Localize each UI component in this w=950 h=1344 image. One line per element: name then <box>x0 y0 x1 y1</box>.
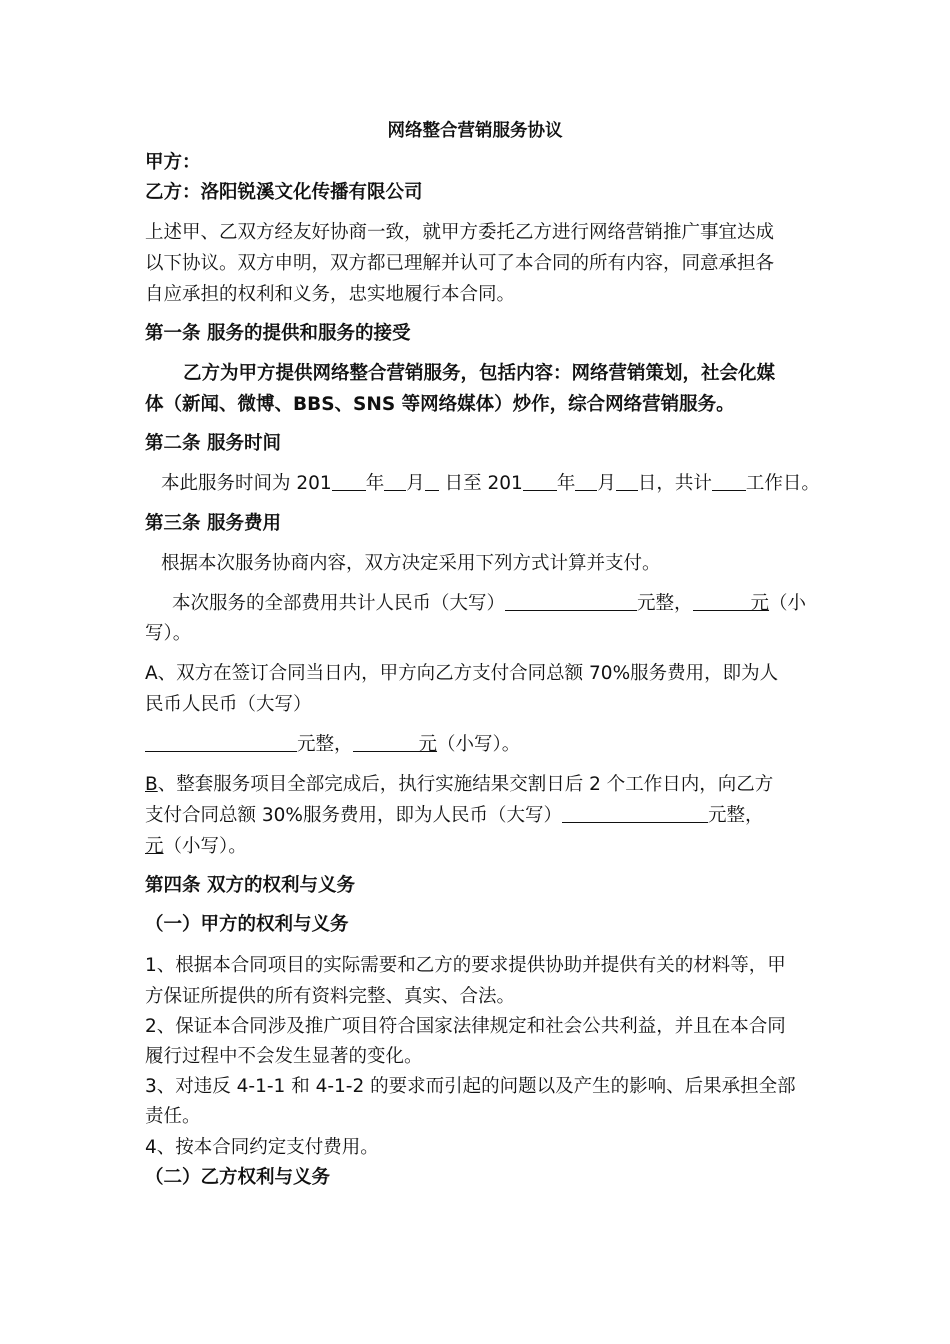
duty-line: 2、保证本合同涉及推广项目符合国家法律规定和社会公共利益，并且在本合同 <box>145 1016 786 1037</box>
party-b-duties-heading: （二）乙方权利与义务 <box>145 1167 331 1188</box>
clause-b-line: B、整套服务项目全部完成后，执行实施结果交割日后 2 个工作日内，向乙方 <box>145 774 774 795</box>
article1-line: 体（新闻、微博、BBS、SNS 等网络媒体）炒作，综合网络营销服务。 <box>145 394 735 415</box>
duty-line: 4、按本合同约定支付费用。 <box>145 1137 379 1158</box>
total-fee-line: 本次服务的全部费用共计人民币（大写） 元整， 元（小 <box>172 593 807 614</box>
party-a-label: 甲方： <box>145 152 201 173</box>
duty-line: 履行过程中不会发生显著的变化。 <box>145 1046 423 1067</box>
month-blank <box>575 472 597 491</box>
clause-a-line: 民币人民币（大写） <box>145 694 312 715</box>
total-fee-line: 写）。 <box>145 623 192 644</box>
document-title: 网络整合营销服务协议 <box>387 121 563 141</box>
article3-heading: 第三条 服务费用 <box>145 513 281 534</box>
year-blank <box>332 472 366 491</box>
workdays-blank <box>712 472 746 491</box>
article1-heading: 第一条 服务的提供和服务的接受 <box>145 323 411 344</box>
amount-blank <box>693 592 751 611</box>
duty-line: 责任。 <box>145 1106 201 1127</box>
month-blank <box>384 472 406 491</box>
year-blank <box>523 472 557 491</box>
duty-line: 3、对违反 4-1-1 和 4-1-2 的要求而引起的问题以及产生的影响、后果承担全部 <box>145 1076 796 1097</box>
duty-line: 方保证所提供的所有资料完整、真实、合法。 <box>145 986 516 1007</box>
party-a-duties-heading: （一）甲方的权利与义务 <box>145 914 349 935</box>
amount-blank <box>353 733 419 752</box>
clause-b-line: 支付合同总额 30%服务费用，即为人民币（大写） 元整， <box>145 805 764 826</box>
intro-line: 上述甲、乙双方经友好协商一致，就甲方委托乙方进行网络营销推广事宜达成 <box>145 222 775 243</box>
amount-blank <box>505 592 637 611</box>
amount-blank <box>562 804 708 823</box>
clause-a-line: A、双方在签订合同当日内，甲方向乙方支付合同总额 70%服务费用，即为人 <box>145 663 779 684</box>
clause-b-line: 元（小写）。 <box>145 836 247 857</box>
day-blank <box>616 472 638 491</box>
payment-method-line: 根据本次服务协商内容，双方决定采用下列方式计算并支付。 <box>161 553 661 574</box>
service-time-line: 本此服务时间为 201 年 月 日至 201 年 月 日，共计 工作日。 <box>161 473 820 494</box>
duty-line: 1、根据本合同项目的实际需要和乙方的要求提供协助并提供有关的材料等，甲 <box>145 955 786 976</box>
day-blank <box>425 472 439 491</box>
party-b-label: 乙方：洛阳锐溪文化传播有限公司 <box>145 182 423 203</box>
intro-line: 自应承担的权利和义务，忠实地履行本合同。 <box>145 284 516 305</box>
article2-heading: 第二条 服务时间 <box>145 433 281 454</box>
article4-heading: 第四条 双方的权利与义务 <box>145 875 355 896</box>
intro-line: 以下协议。双方申明，双方都已理解并认可了本合同的所有内容，同意承担各 <box>145 253 775 274</box>
article1-line: 乙方为甲方提供网络整合营销服务，包括内容：网络营销策划，社会化媒 <box>183 363 776 384</box>
amount-blank <box>145 733 297 752</box>
clause-a-line: 元整， 元（小写）。 <box>145 733 520 757</box>
